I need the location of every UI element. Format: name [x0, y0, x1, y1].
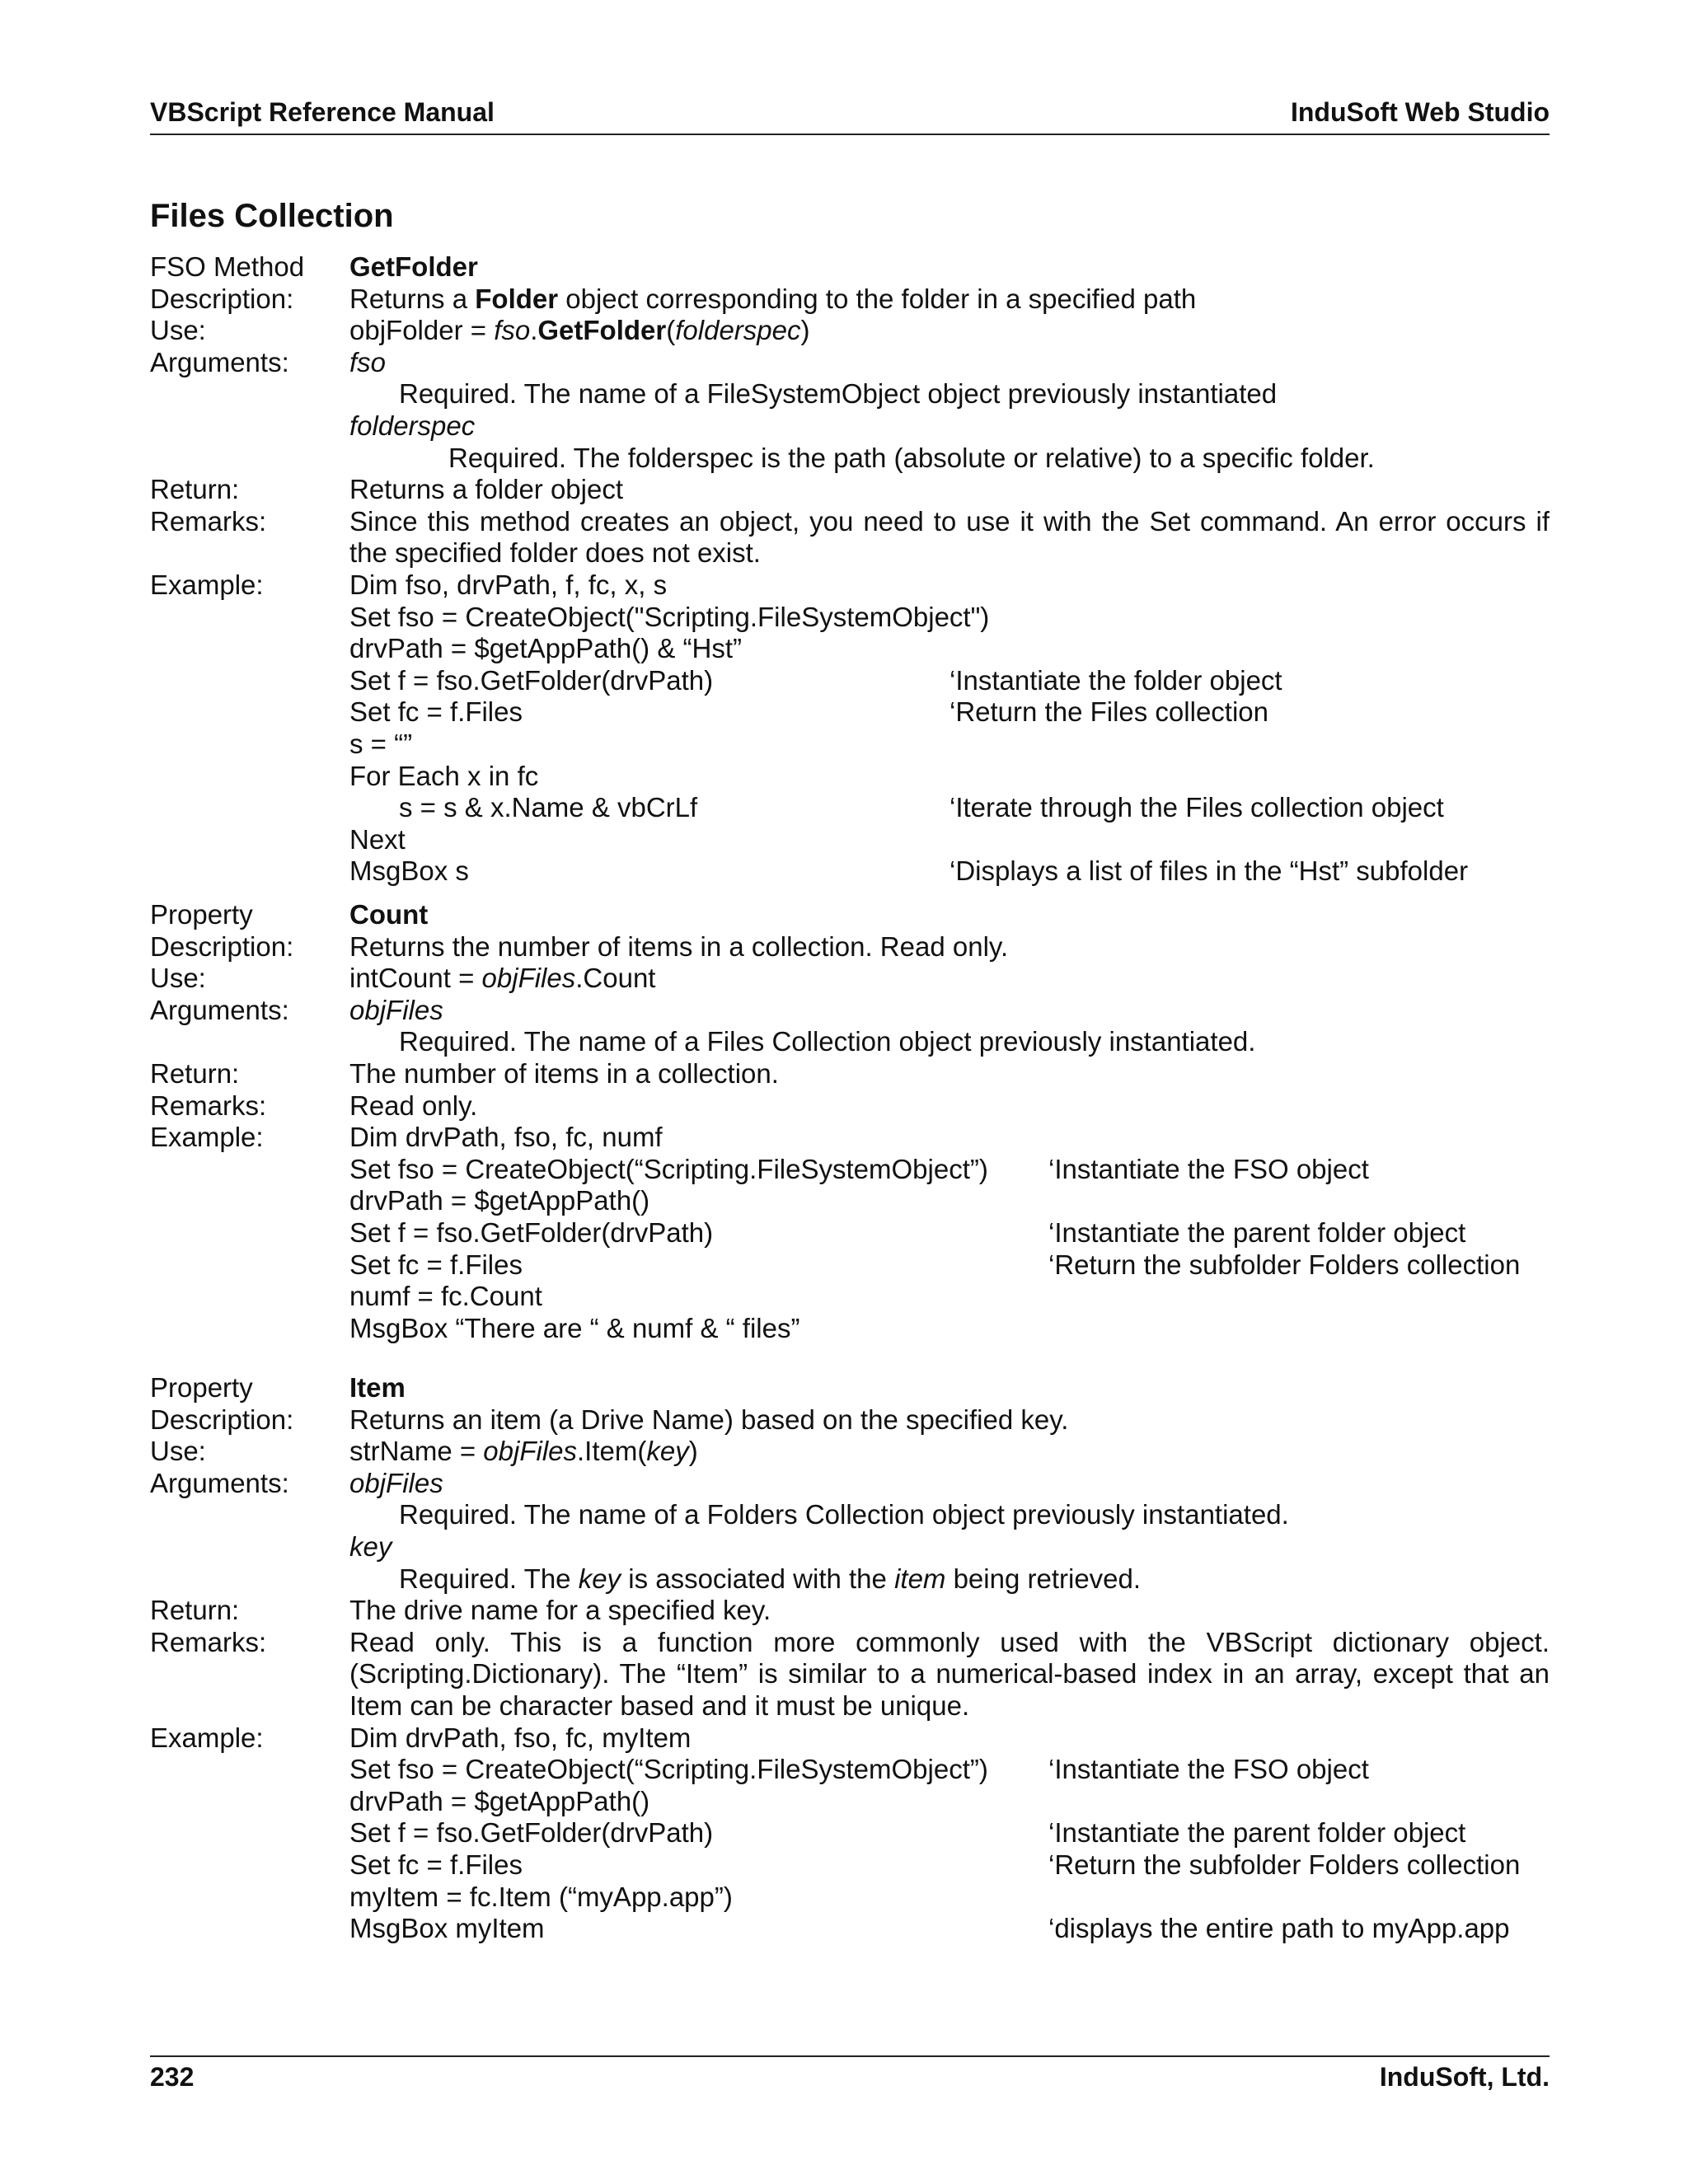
item-use-arg: key	[646, 1436, 689, 1467]
getfolder-remarks-label: Remarks:	[150, 505, 267, 537]
item-use-pre: strName =	[349, 1436, 484, 1467]
code-line: MsgBox “There are “ & numf & “ files”	[349, 1312, 800, 1343]
item-use-close: )	[688, 1436, 698, 1467]
getfolder-remarks-line1: Since this method creates an object, you need to use it with the Set command. An error occurs if	[349, 505, 1550, 537]
count-use-row	[150, 963, 1550, 995]
item-description: Returns an item (a Drive Name) based on the specified key.	[349, 1404, 1069, 1435]
getfolder-use-label: Use:	[150, 315, 206, 346]
code-line: s = “”	[349, 728, 413, 759]
getfolder-use-arg: folderspec	[675, 315, 801, 346]
count-return-label: Return:	[150, 1057, 240, 1089]
item-example-label: Example:	[150, 1722, 264, 1753]
section-getfolder	[150, 251, 1550, 888]
code-row	[150, 1313, 1550, 1345]
getfolder-desc-bold: Folder	[475, 283, 559, 314]
getfolder-use-row	[150, 315, 1550, 347]
getfolder-kind-row	[150, 251, 1550, 284]
count-use-post: .Count	[575, 963, 656, 994]
section-count	[150, 899, 1550, 1344]
code-line: Set f = fso.GetFolder(drvPath)	[349, 1216, 714, 1248]
code-comment: ‘Return the Files collection	[950, 696, 1269, 728]
item-arg2-key: key	[578, 1563, 621, 1594]
item-remarks-row	[150, 1627, 1550, 1659]
item-arg2-desc	[399, 1563, 1141, 1596]
item-args-label: Arguments:	[150, 1467, 289, 1498]
code-comment: ‘Instantiate the FSO object	[1048, 1153, 1369, 1184]
item-return-label: Return:	[150, 1595, 240, 1626]
code-row	[150, 633, 1550, 665]
code-line: Set fso = CreateObject("Scripting.FileSystemObject")	[349, 601, 990, 632]
item-arg2-desc-row	[150, 1563, 1550, 1596]
item-desc-label: Description:	[150, 1404, 294, 1435]
code-row	[150, 729, 1550, 761]
item-example-row	[150, 1722, 1550, 1755]
item-arg2-pre: Required. The	[399, 1563, 579, 1594]
page-footer	[150, 2062, 1550, 2093]
count-desc-row	[150, 931, 1550, 963]
count-kind-row	[150, 899, 1550, 931]
code-row	[150, 1217, 1550, 1249]
getfolder-use-pre: objFolder =	[349, 315, 495, 346]
getfolder-arg1-name: fso	[349, 346, 387, 377]
code-line: myItem = fc.Item (“myApp.app”)	[349, 1881, 733, 1912]
code-row	[150, 1281, 1550, 1313]
code-row	[150, 855, 1550, 888]
getfolder-args-label: Arguments:	[150, 346, 289, 377]
getfolder-use-syntax	[349, 315, 810, 347]
count-use-obj: objFiles	[481, 963, 576, 994]
code-line: Set fc = f.Files	[349, 696, 523, 728]
getfolder-desc-label: Description:	[150, 283, 294, 314]
code-comment: ‘Instantiate the FSO object	[1048, 1754, 1369, 1785]
getfolder-desc-post: object corresponding to the folder in a specified path	[558, 283, 1197, 314]
item-name-text: Item	[349, 1372, 406, 1403]
item-use-obj: objFiles	[483, 1436, 578, 1467]
getfolder-use-open: (	[666, 315, 676, 346]
code-comment: ‘Return the subfolder Folders collection	[1048, 1849, 1521, 1880]
getfolder-desc-row	[150, 284, 1550, 316]
count-args-label: Arguments:	[150, 994, 289, 1025]
getfolder-return: Returns a folder object	[349, 474, 624, 505]
code-line: Set fc = f.Files	[349, 1249, 523, 1280]
count-remarks: Read only.	[349, 1090, 478, 1121]
code-comment: ‘Instantiate the folder object	[950, 664, 1282, 696]
header-rule	[150, 134, 1550, 135]
item-args-row	[150, 1468, 1550, 1500]
code-comment: ‘Displays a list of files in the “Hst” subfolder	[950, 855, 1469, 887]
getfolder-arg1-desc: Required. The name of a FileSystemObject object previously instantiated	[399, 378, 1278, 410]
code-line: For Each x in fc	[349, 760, 539, 791]
getfolder-arg2-desc-row	[150, 443, 1550, 475]
getfolder-example-label: Example:	[150, 569, 264, 600]
getfolder-return-label: Return:	[150, 474, 240, 505]
count-example-row	[150, 1122, 1550, 1154]
code-row	[150, 1154, 1550, 1186]
code-line: Set fc = f.Files	[349, 1849, 523, 1880]
getfolder-description	[349, 284, 1196, 316]
getfolder-desc-pre: Returns a	[349, 283, 476, 314]
item-arg1-name: objFiles	[349, 1467, 443, 1498]
code-comment: ‘Instantiate the parent folder object	[1048, 1817, 1466, 1849]
count-kind-label: Property	[150, 899, 253, 930]
item-remarks-label: Remarks:	[150, 1626, 267, 1657]
getfolder-name-text: GetFolder	[349, 251, 478, 282]
section-item	[150, 1372, 1550, 1945]
code-row	[150, 1185, 1550, 1217]
code-line: Dim drvPath, fso, fc, myItem	[349, 1722, 692, 1753]
page-number: 232	[150, 2062, 195, 2092]
code-line: MsgBox s	[349, 855, 469, 887]
item-kind-row	[150, 1372, 1550, 1404]
getfolder-remarks-line2: the specified folder does not exist.	[349, 537, 761, 569]
item-use-row	[150, 1436, 1550, 1468]
getfolder-remarks-row	[150, 506, 1550, 538]
getfolder-example-row	[150, 569, 1550, 602]
code-comment: ‘Iterate through the Files collection object	[950, 792, 1444, 823]
item-arg1-desc-row	[150, 1499, 1550, 1531]
getfolder-args-row	[150, 347, 1550, 379]
code-line: Next	[349, 823, 406, 855]
item-kind-label: Property	[150, 1372, 253, 1403]
page-title: Files Collection	[150, 198, 394, 234]
count-arg1-name: objFiles	[349, 994, 443, 1025]
page-header	[150, 97, 1550, 128]
code-row	[150, 665, 1550, 697]
code-line: Set fso = CreateObject(“Scripting.FileSystemObject”)	[349, 1754, 988, 1785]
code-row	[150, 1882, 1550, 1914]
code-line: numf = fc.Count	[349, 1281, 542, 1312]
item-remarks-row2	[150, 1658, 1550, 1690]
code-row	[150, 824, 1550, 856]
item-use-mid: .Item(	[577, 1436, 647, 1467]
code-row	[150, 1913, 1550, 1945]
code-line: Dim fso, drvPath, f, fc, x, s	[349, 569, 668, 600]
item-name	[349, 1372, 406, 1404]
item-remarks-row3	[150, 1690, 1550, 1722]
count-desc-label: Description:	[150, 930, 294, 962]
getfolder-arg2-name: folderspec	[349, 410, 476, 441]
getfolder-name	[349, 251, 478, 284]
code-row	[150, 696, 1550, 729]
count-use-label: Use:	[150, 963, 206, 994]
code-row	[150, 602, 1550, 634]
getfolder-remarks-row2	[150, 537, 1550, 569]
count-use-syntax	[349, 963, 655, 995]
count-description: Returns the number of items in a collection. Read only.	[349, 930, 1009, 962]
code-comment: ‘Instantiate the parent folder object	[1048, 1216, 1466, 1248]
code-comment: ‘displays the entire path to myApp.app	[1048, 1913, 1510, 1944]
getfolder-use-method: GetFolder	[537, 315, 667, 346]
getfolder-use-dot: .	[530, 315, 538, 346]
count-name-text: Count	[349, 899, 429, 930]
count-remarks-label: Remarks:	[150, 1090, 267, 1121]
getfolder-arg2-row	[150, 410, 1550, 443]
item-return-row	[150, 1595, 1550, 1627]
getfolder-use-obj: fso	[494, 315, 531, 346]
item-use-label: Use:	[150, 1436, 206, 1467]
count-use-pre: intCount =	[349, 963, 482, 994]
code-row	[150, 1754, 1550, 1786]
count-arg1-desc-row	[150, 1026, 1550, 1058]
count-return-row	[150, 1058, 1550, 1090]
item-desc-row	[150, 1404, 1550, 1436]
getfolder-arg2-desc: Required. The folderspec is the path (absolute or relative) to a specific folder.	[448, 442, 1375, 473]
code-line: Set fso = CreateObject(“Scripting.FileSystemObject”)	[349, 1153, 988, 1184]
code-row	[150, 1786, 1550, 1818]
item-arg2-mid: is associated with the	[621, 1563, 895, 1594]
code-row	[150, 1817, 1550, 1849]
count-return: The number of items in a collection.	[349, 1057, 779, 1089]
code-line: Set f = fso.GetFolder(drvPath)	[349, 664, 714, 696]
code-line: drvPath = $getAppPath()	[349, 1785, 650, 1816]
getfolder-kind-label: FSO Method	[150, 251, 305, 282]
count-name	[349, 899, 428, 931]
footer-rule	[150, 2055, 1550, 2057]
code-line: Set f = fso.GetFolder(drvPath)	[349, 1817, 714, 1849]
header-product-name: InduSoft Web Studio	[1290, 97, 1550, 127]
getfolder-return-row	[150, 474, 1550, 506]
count-arg1-desc: Required. The name of a Files Collection object previously instantiated.	[399, 1026, 1256, 1057]
item-return: The drive name for a specified key.	[349, 1595, 771, 1626]
code-row	[150, 1249, 1550, 1282]
code-line: drvPath = $getAppPath()	[349, 1185, 650, 1216]
getfolder-arg1-desc-row	[150, 378, 1550, 410]
getfolder-use-close: )	[800, 315, 810, 346]
item-remarks-line3: Item can be character based and it must be unique.	[349, 1690, 970, 1721]
count-example-label: Example:	[150, 1122, 264, 1153]
code-row	[150, 1849, 1550, 1882]
item-use-syntax	[349, 1436, 698, 1468]
code-row	[150, 761, 1550, 793]
item-remarks-line2: (Scripting.Dictionary). The “Item” is similar to a numerical-based index in an array, except that an	[349, 1658, 1550, 1690]
header-manual-title: VBScript Reference Manual	[150, 97, 495, 127]
code-comment: ‘Return the subfolder Folders collection	[1048, 1249, 1521, 1280]
count-args-row	[150, 995, 1550, 1027]
code-line: Dim drvPath, fso, fc, numf	[349, 1122, 663, 1153]
code-line: MsgBox myItem	[349, 1913, 545, 1944]
item-arg2-item: item	[894, 1563, 946, 1594]
item-arg1-desc: Required. The name of a Folders Collection object previously instantiated.	[399, 1499, 1289, 1530]
code-row	[150, 792, 1550, 824]
code-line: drvPath = $getAppPath() & “Hst”	[349, 633, 742, 664]
code-line: s = s & x.Name & vbCrLf	[399, 792, 698, 823]
footer-company: InduSoft, Ltd.	[1379, 2062, 1550, 2092]
item-arg2-name: key	[349, 1530, 392, 1562]
count-remarks-row	[150, 1090, 1550, 1122]
item-arg2-post: being retrieved.	[945, 1563, 1142, 1594]
item-arg2-row	[150, 1531, 1550, 1563]
item-remarks-line1: Read only. This is a function more commonly used with the VBScript dictionary object.	[349, 1626, 1550, 1657]
